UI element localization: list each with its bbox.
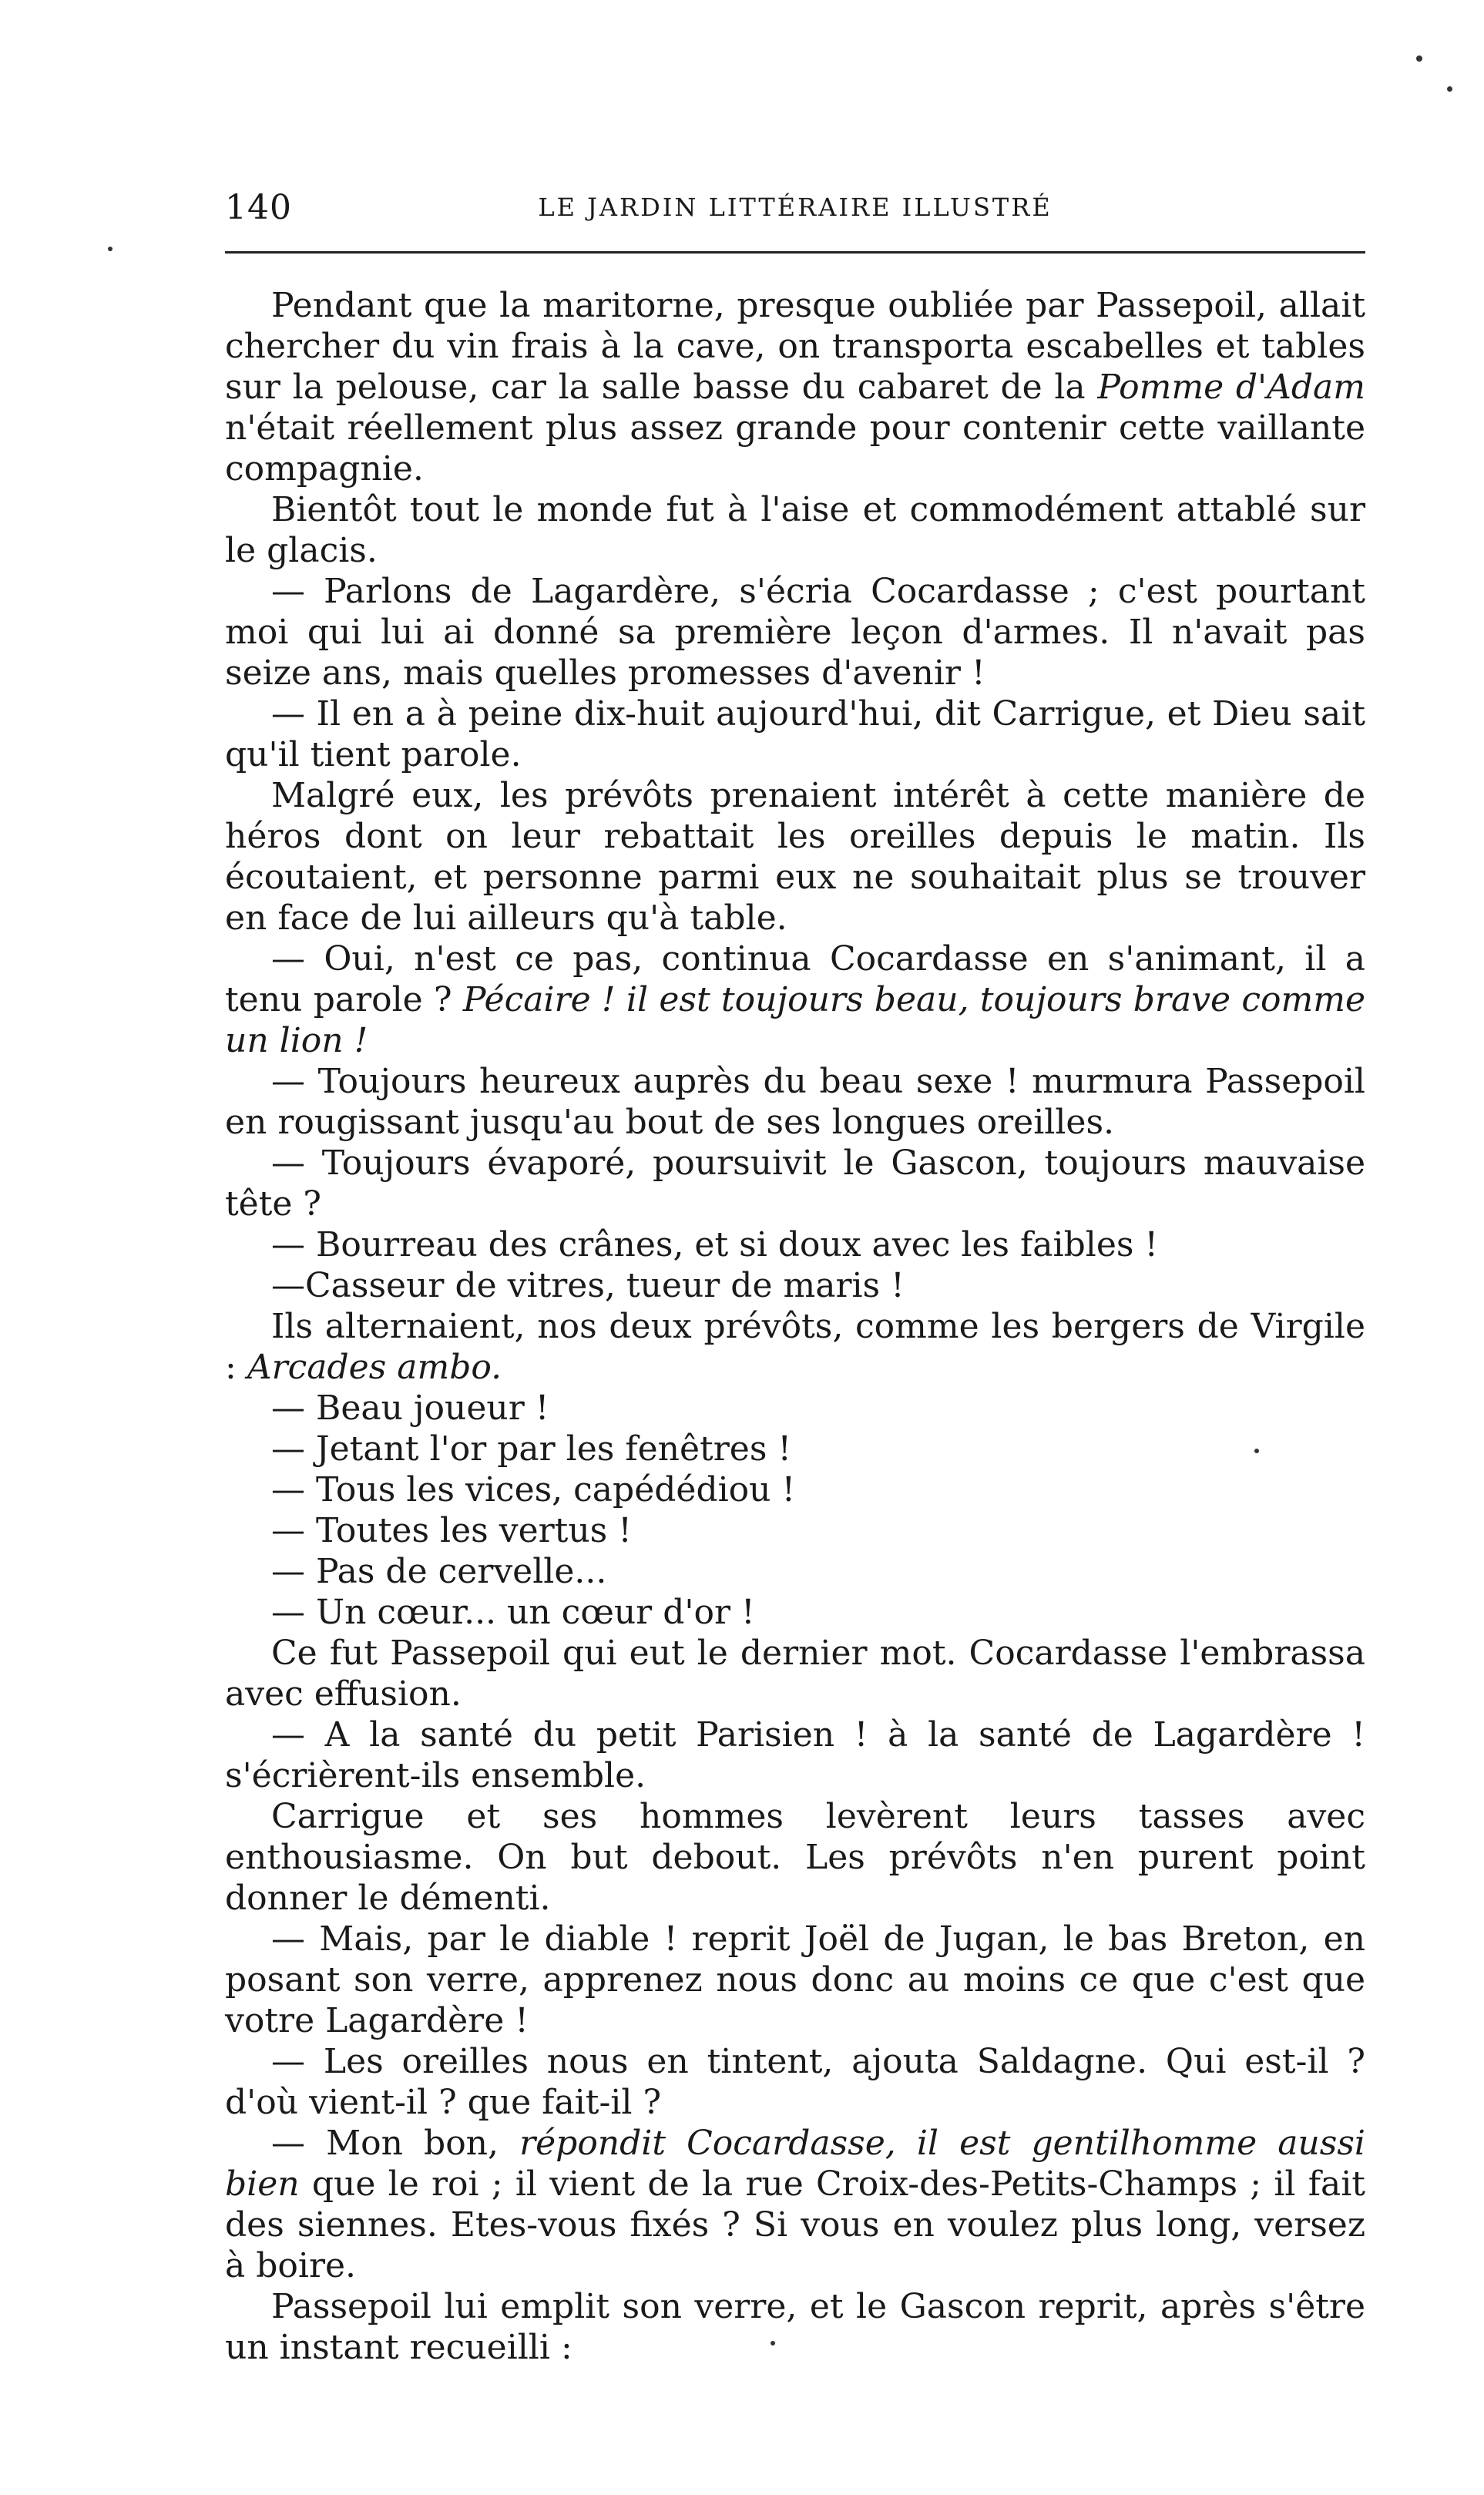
paragraph: — Toujours heureux auprès du beau sexe ! murmura Passepoil en rougissant jusqu'au bout de ses longues oreilles. [225, 1062, 1365, 1142]
paragraph: Malgré eux, les prévôts prenaient intérêt à cette manière de héros dont on leur rebattait les oreilles depuis le matin. Ils écoutaient, et personne parmi eux ne souhaitait plus se trouver en face de lui ailleurs qu'à table. [225, 776, 1365, 938]
print-speck [1254, 1449, 1259, 1453]
paragraph: — Il en a à peine dix-huit aujourd'hui, dit Carrigue, et Dieu sait qu'il tient parole. [225, 694, 1365, 774]
paragraph: — Parlons de Lagardère, s'écria Cocardasse ; c'est pourtant moi qui lui ai donné sa première leçon d'armes. Il n'avait pas seize ans, mais quelles promesses d'avenir ! [225, 572, 1365, 693]
print-speck [1416, 55, 1422, 62]
paragraph: Ils alternaient, nos deux prévôts, comme les bergers de Virgile : Arcades ambo. [225, 1307, 1365, 1387]
paragraph: — Tous les vices, capédédiou ! [271, 1470, 796, 1509]
paragraph: — Mais, par le diable ! reprit Joël de Jugan, le bas Breton, en posant son verre, apprenez nous donc au moins ce que c'est que votre Lagardère ! [225, 1919, 1365, 2040]
paragraph: Passepoil lui emplit son verre, et le Gascon reprit, après s'être un instant recueilli : [225, 2287, 1365, 2367]
paragraph: Pendant que la maritorne, presque oubliée par Passepoil, allait chercher du vin frais à la cave, on transporta escabelles et tables sur la pelouse, car la salle basse du cabaret de la Pomme d'Adam n'était réellement plus assez grande pour contenir cette vaillante compagnie. [225, 286, 1365, 489]
paragraph: — A la santé du petit Parisien ! à la santé de Lagardère ! s'écrièrent-ils ensemble. [225, 1715, 1365, 1795]
paragraph: — Jetant l'or par les fenêtres ! [271, 1429, 792, 1469]
paragraph: — Toujours évaporé, poursuivit le Gascon, toujours mauvaise tête ? [225, 1143, 1365, 1224]
page-number: 140 [225, 188, 292, 227]
paragraph: Bientôt tout le monde fut à l'aise et commodément attablé sur le glacis. [225, 490, 1365, 570]
print-speck [1447, 86, 1452, 92]
paragraph: — Mon bon, répondit Cocardasse, il est gentilhomme aussi bien que le roi ; il vient de la rue Croix-des-Petits-Champs ; il fait des siennes. Etes-vous fixés ? Si vous en voulez plus long, versez à boire. [225, 2124, 1365, 2285]
paragraph: Carrigue et ses hommes levèrent leurs tasses avec enthousiasme. On but debout. Les prévôts n'en purent point donner le démenti. [225, 1797, 1365, 1918]
paragraph: — Bourreau des crânes, et si doux avec les faibles ! [271, 1225, 1159, 1264]
header-rule [225, 251, 1365, 254]
paragraph: — Toutes les vertus ! [271, 1511, 632, 1550]
running-header [225, 188, 1365, 234]
print-speck [771, 2341, 775, 2346]
paragraph: —Casseur de vitres, tueur de maris ! [271, 1266, 905, 1305]
paragraph: — Beau joueur ! [271, 1389, 549, 1428]
page-body [225, 285, 1365, 2368]
paragraph: — Un cœur... un cœur d'or ! [271, 1593, 755, 1632]
paragraph: — Les oreilles nous en tintent, ajouta Saldagne. Qui est-il ? d'où vient-il ? que fait-il ? [225, 2042, 1365, 2122]
paragraph: — Pas de cervelle... [271, 1552, 607, 1591]
paragraph: Ce fut Passepoil qui eut le dernier mot. Cocardasse l'embrassa avec effusion. [225, 1634, 1365, 1714]
print-speck [108, 247, 112, 251]
running-title: LE JARDIN LITTÉRAIRE ILLUSTRÉ [538, 193, 1053, 222]
paragraph: — Oui, n'est ce pas, continua Cocardasse en s'animant, il a tenu parole ? Pécaire ! il est toujours beau, toujours brave comme un lion ! [225, 939, 1365, 1060]
